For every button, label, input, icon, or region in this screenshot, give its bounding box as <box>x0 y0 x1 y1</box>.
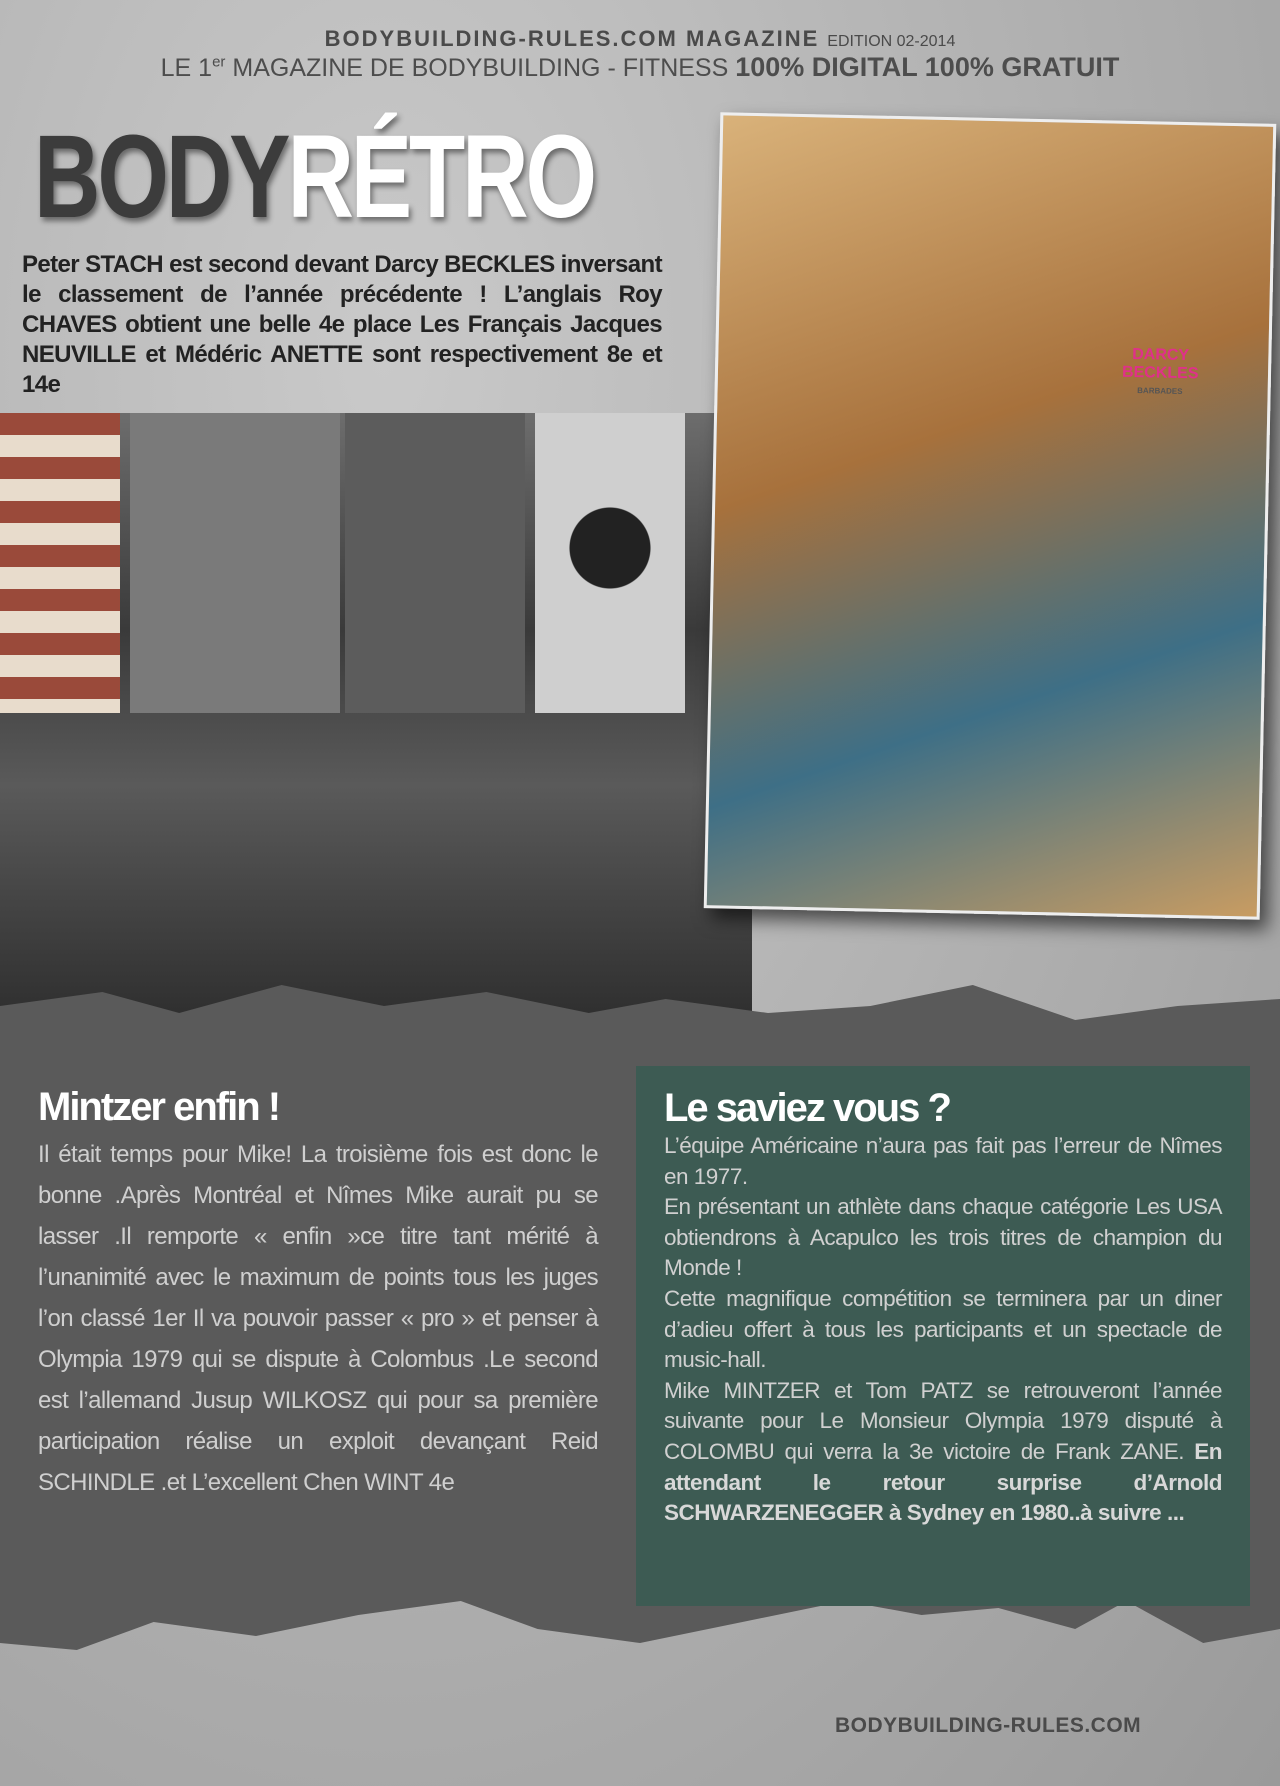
title-retro: RÉTRO <box>287 111 594 243</box>
flag-japan <box>535 413 685 713</box>
flag <box>345 413 525 713</box>
left-article <box>38 1085 598 1503</box>
page-title <box>34 111 594 243</box>
box-p4: Mike MINTZER et Tom PATZ se retrouveront l’année suivante pour Le Monsieur Olympia 1979 disputé à COLOMBU qui verra la 3e victoire de Frank ZANE. <box>664 1377 1222 1464</box>
box-paragraph: Cette magnifique compétition se terminera par un diner d’adieu offert à tous les participants et un spectacle de music-hall. <box>664 1285 1222 1373</box>
intro-text: Peter STACH est second devant Darcy BECKLES inversant le classement de l’année précédente ! L’anglais Roy CHAVES obtient une belle 4e place Les Français Jacques NEUVILLE et Médéric ANETTE sont respectivement 8e et 14e <box>22 251 662 398</box>
tagline-pre: LE 1 <box>160 54 213 82</box>
photo-caption <box>1121 346 1199 402</box>
box-paragraph: En présentant un athlète dans chaque catégorie Les USA obtiendrons à Acapulco les trois titres de champion du Monde ! <box>664 1194 1222 1281</box>
caption-country: BARBADES <box>1137 386 1183 397</box>
caption-first: DARCY <box>1132 345 1190 365</box>
box-paragraph: L’équipe Américaine n’aura pas fait pas l’erreur de Nîmes en 1977. <box>664 1133 1222 1189</box>
title-body: BODY <box>34 111 288 243</box>
beckles-photo <box>704 112 1277 919</box>
footer-site: BODYBUILDING-RULES.COM <box>835 1714 1142 1737</box>
article-title: Mintzer enfin ! <box>38 1085 280 1129</box>
tagline-mid: MAGAZINE DE BODYBUILDING - FITNESS <box>225 54 736 82</box>
magazine-name: BODYBUILDING-RULES.COM MAGAZINE <box>324 26 820 51</box>
caption-last: BECKLES <box>1121 363 1199 383</box>
box-p4-bold: En attendant le retour surprise d’Arnold SCHWARZENEGGER à Sydney en 1980..à suivre ... <box>664 1438 1222 1526</box>
tagline <box>0 52 1280 83</box>
edition: EDITION 02-2014 <box>827 33 956 50</box>
tagline-sup: er <box>212 53 226 71</box>
masthead <box>0 26 1280 52</box>
flag <box>130 413 340 713</box>
article-body: Il était temps pour Mike! La troisième fois est donc le bonne .Après Montréal et Nîmes Mike aurait pu se lasser .Il remporte « enfin »ce titre tant mérité à l’unanimité avec le maximum de points tous les juges l’on classé 1er Il va pouvoir passer « pro » et penser à Olympia 1979 qui se dispute à Colombus .Le second est l’allemand Jusup WILKOSZ qui pour sa première participation réalise un exploit devançant Reid SCHINDLE .et L’excellent Chen WINT 4e <box>38 1141 598 1496</box>
box-paragraph <box>664 1376 1222 1529</box>
box-title: Le saviez vous ? <box>664 1086 950 1130</box>
flag-usa <box>0 413 120 713</box>
did-you-know-box <box>636 1066 1250 1606</box>
podium-photo <box>0 413 752 1033</box>
tagline-bold: 100% DIGITAL 100% GRATUIT <box>735 52 1120 82</box>
